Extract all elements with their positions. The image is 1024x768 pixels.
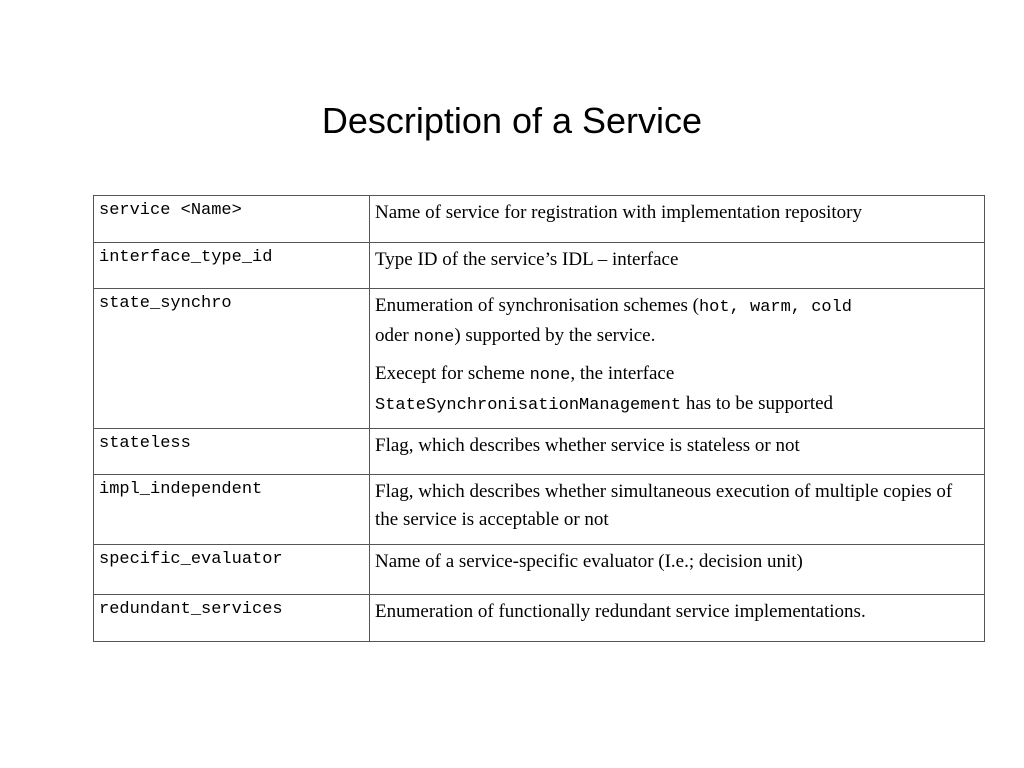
description-text: , the interface [570, 363, 675, 384]
description-text: Enumeration of synchronisation schemes ( [375, 295, 699, 316]
attribute-name: redundant_services [94, 595, 370, 642]
attribute-description: Name of a service-specific evaluator (I.e.; decision unit) [370, 545, 985, 595]
table-row [94, 545, 985, 595]
table-row [94, 243, 985, 289]
table-row [94, 475, 985, 545]
description-text: Execept for scheme [375, 363, 530, 384]
attribute-name: service <Name> [94, 196, 370, 243]
attribute-description: Flag, which describes whether simultaneous execution of multiple copies of the service is acceptable or not [370, 475, 985, 545]
code-text: StateSynchronisationManagement [375, 396, 682, 415]
attribute-name: interface_type_id [94, 243, 370, 289]
code-text: none [529, 366, 571, 385]
description-text: has to be supported [681, 393, 834, 414]
attribute-name: impl_independent [94, 475, 370, 545]
attribute-name: specific_evaluator [94, 545, 370, 595]
service-description-table [93, 195, 985, 642]
description-text: ) supported by the service. [454, 325, 656, 346]
attribute-description [370, 289, 985, 429]
code-text: none [413, 328, 455, 347]
attribute-name: state_synchro [94, 289, 370, 429]
description-paragraph [375, 360, 979, 420]
attribute-description: Name of service for registration with implementation repository [370, 196, 985, 243]
description-text: oder [375, 325, 414, 346]
table-row [94, 595, 985, 642]
slide-title: Description of a Service [321, 100, 703, 141]
table-row [94, 196, 985, 243]
description-paragraph [375, 292, 979, 352]
table-row [94, 429, 985, 475]
code-text: hot, warm, cold [698, 298, 853, 317]
attribute-description: Type ID of the service’s IDL – interface [370, 243, 985, 289]
attribute-description: Enumeration of functionally redundant service implementations. [370, 595, 985, 642]
attribute-description: Flag, which describes whether service is stateless or not [370, 429, 985, 475]
table-row [94, 289, 985, 429]
attribute-name: stateless [94, 429, 370, 475]
